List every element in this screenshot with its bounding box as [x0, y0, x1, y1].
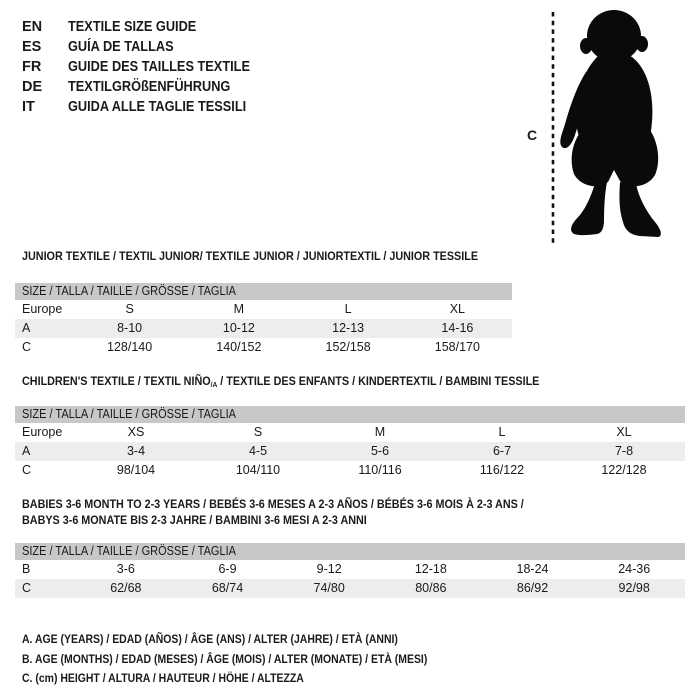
- row-label: B: [22, 562, 31, 576]
- section-title: [22, 374, 599, 392]
- size-cell: 6-7: [492, 444, 512, 459]
- section-title-part: BABIES 3-6 MONTH TO 2-3 YEARS / BEBÉS 3-6 MESES A 2-3 AÑOS / BÉBÉS 3-6 MOIS À 2-3 ANS /: [22, 497, 524, 511]
- table-row: [15, 319, 512, 338]
- table-row: [15, 442, 685, 461]
- table-row: [15, 423, 685, 442]
- language-code: ES: [22, 39, 42, 55]
- size-cell: 6-9: [218, 562, 237, 576]
- row-label: C: [22, 340, 32, 354]
- language-label: GUÍA DE TALLAS: [68, 39, 174, 55]
- size-cell: 116/122: [479, 463, 525, 478]
- section-title: [22, 496, 599, 528]
- table-row: [15, 300, 512, 319]
- size-cell: 86/92: [516, 581, 549, 595]
- legend-note: B. AGE (MONTHS) / EDAD (MESES) / ÂGE (MOIS) / ALTER (MONATE) / ETÀ (MESI): [22, 651, 428, 666]
- language-list: [22, 17, 275, 117]
- language-row: [22, 97, 275, 117]
- size-table: [15, 543, 685, 598]
- row-label: Europe: [22, 425, 63, 440]
- row-label: A: [22, 444, 31, 459]
- size-cell: 74/80: [313, 581, 345, 595]
- row-label: Europe: [22, 302, 63, 316]
- toddler-silhouette-icon: [560, 10, 661, 237]
- language-label: TEXTILE SIZE GUIDE: [68, 19, 197, 35]
- language-code: FR: [22, 59, 42, 75]
- size-cell: 12-18: [414, 562, 447, 576]
- section-title-part: BABYS 3-6 MONATE BIS 2-3 JAHRE / BAMBINI 3-6 MESI A 2-3 ANNI: [22, 513, 367, 527]
- table-header: [15, 543, 685, 560]
- size-table: [15, 406, 685, 480]
- size-cell: 140/152: [216, 340, 262, 354]
- table-header: [15, 406, 685, 423]
- language-row: [22, 37, 275, 57]
- language-code: DE: [22, 79, 43, 95]
- table-header: [15, 283, 512, 300]
- size-cell: M: [374, 425, 386, 440]
- size-cell: 128/140: [107, 340, 153, 354]
- table-row: [15, 461, 685, 480]
- table-row: [15, 579, 685, 598]
- size-cell: 98/104: [116, 463, 156, 478]
- size-cell: 122/128: [601, 463, 647, 478]
- child-figure-area: [500, 0, 700, 250]
- size-cell: 152/158: [325, 340, 371, 354]
- size-cell: L: [344, 302, 352, 316]
- size-cell: 4-5: [248, 444, 268, 459]
- language-label: GUIDA ALLE TAGLIE TESSILI: [68, 99, 247, 115]
- legend-notes: [22, 630, 499, 689]
- size-cell: 24-36: [618, 562, 651, 576]
- language-row: [22, 17, 275, 37]
- size-cell: L: [498, 425, 506, 440]
- size-cell: 5-6: [370, 444, 390, 459]
- size-cell: 62/68: [110, 581, 142, 595]
- table-header-label: SIZE / TALLA / TAILLE / GRÖSSE / TAGLIA: [22, 407, 236, 422]
- language-row: [22, 57, 275, 77]
- size-table-section: [15, 374, 685, 480]
- table-header-label: SIZE / TALLA / TAILLE / GRÖSSE / TAGLIA: [22, 284, 236, 298]
- language-code: IT: [22, 99, 35, 115]
- size-table-section: [15, 496, 685, 598]
- size-cell: 18-24: [516, 562, 549, 576]
- language-label: GUIDE DES TAILLES TEXTILE: [68, 59, 250, 75]
- size-cell: 92/98: [618, 581, 650, 595]
- size-table: [15, 283, 512, 357]
- size-cell: 12-13: [332, 321, 365, 335]
- size-cell: 9-12: [316, 562, 342, 576]
- table-row: [15, 560, 685, 579]
- section-title-part: CHILDREN'S TEXTILE / TEXTIL NIÑO: [22, 374, 211, 388]
- size-cell: 68/74: [211, 581, 244, 595]
- language-code: EN: [22, 19, 43, 35]
- section-title-part: / TEXTILE DES ENFANTS / KINDERTEXTIL / BAMBINI TESSILE: [217, 374, 540, 388]
- size-cell: 158/170: [434, 340, 480, 354]
- size-cell: 80/86: [415, 581, 447, 595]
- size-cell: 3-6: [116, 562, 135, 576]
- section-title-part: JUNIOR TEXTILE / TEXTIL JUNIOR/ TEXTILE JUNIOR / JUNIORTEXTIL / JUNIOR TESSILE: [22, 249, 479, 263]
- row-label: C: [22, 463, 32, 478]
- size-cell: S: [253, 425, 263, 440]
- table-header-label: SIZE / TALLA / TAILLE / GRÖSSE / TAGLIA: [22, 544, 236, 558]
- row-label: A: [22, 321, 31, 335]
- language-label: TEXTILGRÖßENFÜHRUNG: [68, 79, 231, 95]
- size-cell: 110/116: [358, 463, 402, 478]
- legend-note: A. AGE (YEARS) / EDAD (AÑOS) / ÂGE (ANS) / ALTER (JAHRE) / ETÀ (ANNI): [22, 632, 398, 646]
- size-cell: XL: [616, 425, 632, 440]
- section-title-part: /A: [210, 380, 218, 390]
- size-cell: XL: [449, 302, 466, 316]
- size-cell: 104/110: [235, 463, 281, 478]
- legend-note: C. (cm) HEIGHT / ALTURA / HAUTEUR / HÖHE / ALTEZZA: [22, 671, 304, 685]
- size-cell: M: [233, 302, 245, 316]
- section-title: [22, 249, 479, 264]
- row-label: C: [22, 581, 32, 595]
- size-cell: 3-4: [126, 444, 146, 459]
- size-table-section: [15, 249, 512, 357]
- language-row: [22, 77, 275, 97]
- size-cell: XS: [127, 425, 145, 440]
- size-cell: 8-10: [117, 321, 143, 335]
- size-cell: 7-8: [614, 444, 634, 459]
- size-cell: 10-12: [222, 321, 255, 335]
- height-measure-label: C: [527, 127, 538, 143]
- size-cell: 14-16: [441, 321, 474, 335]
- table-row: [15, 338, 512, 357]
- size-cell: S: [125, 302, 134, 316]
